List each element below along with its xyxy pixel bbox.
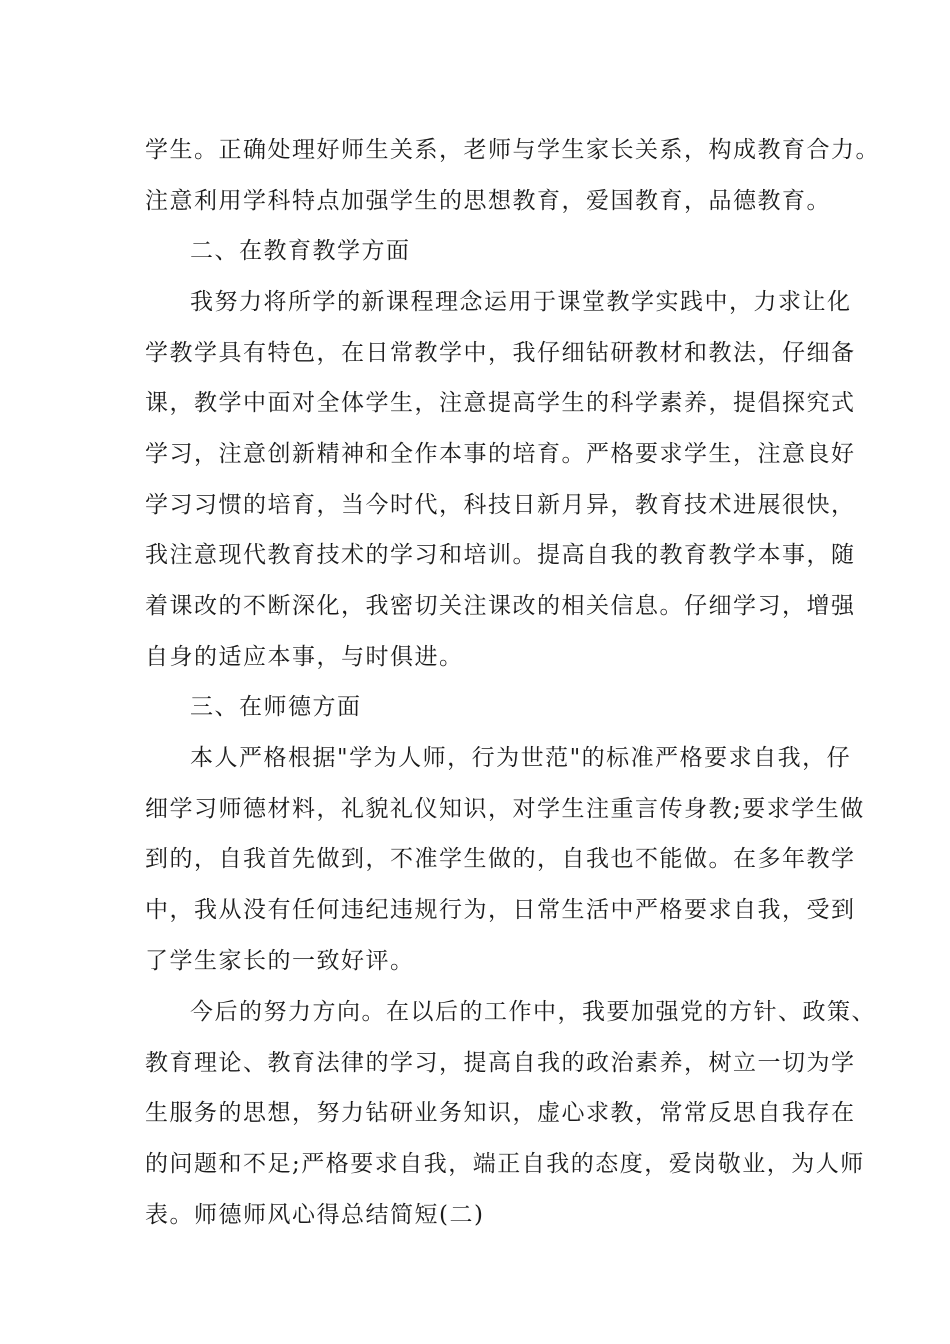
section-heading: 三、在师德方面 [190,694,362,720]
paragraph-line: 了学生家长的一致好评。 [145,948,415,974]
paragraph-line: 中，我从没有任何违纪违规行为，日常生活中严格要求自我，受到 [145,897,856,923]
paragraph-line: 到的，自我首先做到，不准学生做的，自我也不能做。在多年教学 [145,846,856,872]
paragraph-line: 表。师德师风心得总结简短(二) [145,1202,485,1228]
paragraph-line: 学习习惯的培育，当今时代，科技日新月异，教育技术进展很快， [145,492,856,518]
paragraph-line: 细学习师德材料，礼貌礼仪知识，对学生注重言传身教;要求学生做 [145,796,865,822]
section-heading: 二、在教育教学方面 [190,238,411,264]
paragraph-line: 学生。正确处理好师生关系，老师与学生家长关系，构成教育合力。 [145,137,880,163]
paragraph-line: 着课改的不断深化，我密切关注课改的相关信息。仔细学习，增强 [145,593,856,619]
paragraph-line: 我注意现代教育技术的学习和培训。提高自我的教育教学本事，随 [145,542,856,568]
paragraph-line: 学习，注意创新精神和全作本事的培育。严格要求学生，注意良好 [145,441,856,467]
paragraph-line: 教育理论、教育法律的学习，提高自我的政治素养，树立一切为学 [145,1050,856,1076]
paragraph-line: 学教学具有特色，在日常教学中，我仔细钻研教材和教法，仔细备 [145,340,856,366]
paragraph-line: 自身的适应本事，与时俱进。 [145,644,464,670]
paragraph-line: 课，教学中面对全体学生，注意提高学生的科学素养，提倡探究式 [145,390,856,416]
paragraph-line: 今后的努力方向。在以后的工作中，我要加强党的方针、政策、 [190,999,876,1025]
paragraph-line: 的问题和不足;严格要求自我，端正自我的态度，爱岗敬业，为人师 [145,1151,865,1177]
paragraph-line: 注意利用学科特点加强学生的思想教育，爱国教育，品德教育。 [145,188,831,214]
paragraph-line: 本人严格根据"学为人师，行为世范"的标准严格要求自我，仔 [190,745,852,771]
paragraph-line: 生服务的思想，努力钻研业务知识，虚心求教，常常反思自我存在 [145,1100,856,1126]
paragraph-line: 我努力将所学的新课程理念运用于课堂教学实践中，力求让化 [190,289,852,315]
